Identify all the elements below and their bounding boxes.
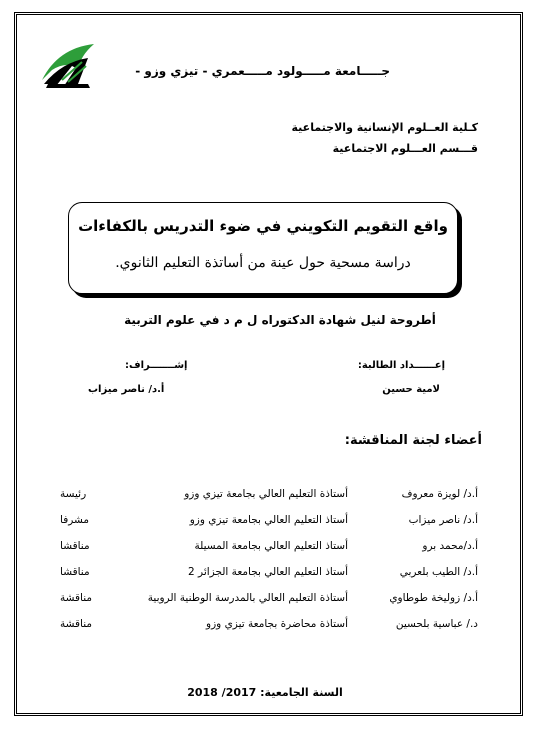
thesis-subtitle: دراسة مسحية حول عينة من أساتذة التعليم الثانوي. <box>115 255 411 271</box>
committee-member <box>60 540 478 556</box>
university-logo-icon <box>38 40 98 90</box>
department-name: قـــسم العـــلوم الاجتماعية <box>332 142 478 155</box>
thesis-title: واقع التقويم التكويني في ضوء التدريس بالكفاءات <box>78 217 448 235</box>
member-name: أ.د/ ناصر ميزاب <box>408 514 478 526</box>
degree-line: أطروحة لنيل شهادة الدكتوراه ل م د في علوم التربية <box>124 313 436 327</box>
supervisor-name: أ.د/ ناصر ميزاب <box>88 384 165 395</box>
committee-title: أعضاء لجنة المناقشة: <box>344 433 482 448</box>
title-box <box>68 202 458 294</box>
supervision-label: إشـــــــراف: <box>125 360 188 371</box>
university-name: جـــــامعة مـــــولود مـــــعمري - تيزي وزو - <box>135 64 390 78</box>
academic-year: السنة الجامعية: 2017/ 2018 <box>187 686 343 699</box>
member-name: أ.د/ لويزة معروف <box>401 488 478 500</box>
member-title: أستاذة محاضرة بجامعة تيزي وزو <box>206 618 348 630</box>
page-frame <box>14 12 523 716</box>
committee-member <box>60 488 478 504</box>
member-title: أستاذة التعليم العالي بجامعة تيزي وزو <box>184 488 348 500</box>
member-name: أ.د/ الطيب بلعربي <box>399 566 478 578</box>
committee-member <box>60 514 478 530</box>
faculty-name: كـلية العــلوم الإنسانية والاجتماعية <box>291 121 478 134</box>
member-name: أ.د/ زوليخة طوطاوي <box>389 592 478 604</box>
member-name: د./ عباسية بلحسين <box>395 618 478 630</box>
member-title: أستاذ التعليم العالي بجامعة المسيلة <box>194 540 348 552</box>
member-role: رئيسة <box>60 488 87 500</box>
member-role: مناقشة <box>60 618 93 630</box>
member-title: أستاذ التعليم العالي بجامعة تيزي وزو <box>189 514 348 526</box>
member-name: أ.د/محمد برو <box>422 540 478 552</box>
member-role: مناقشة <box>60 592 93 604</box>
member-title: أستاذة التعليم العالي بالمدرسة الوطنية الروبية <box>147 592 348 604</box>
student-name: لامية حسين <box>382 384 440 395</box>
member-role: مناقشا <box>60 566 90 578</box>
committee-member <box>60 592 478 608</box>
member-title: أستاذ التعليم العالي بجامعة الجزائر 2 <box>188 566 348 578</box>
committee-member <box>60 566 478 582</box>
member-role: مناقشا <box>60 540 90 552</box>
prepared-by-label: إعــــــداد الطالبة: <box>357 360 445 371</box>
committee-member <box>60 618 478 634</box>
member-role: مشرفا <box>60 514 90 526</box>
